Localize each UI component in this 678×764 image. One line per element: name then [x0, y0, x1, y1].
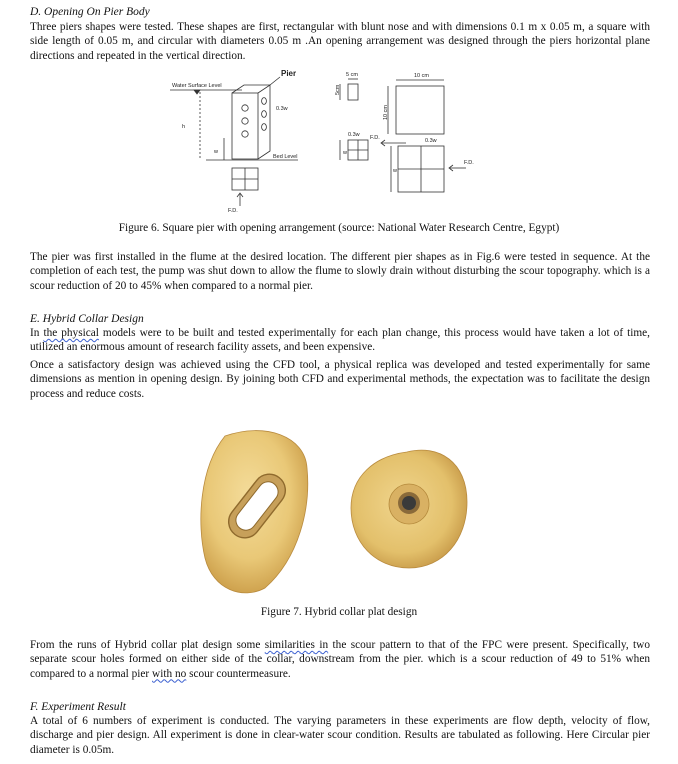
section-f-paragraph: A total of 6 numbers of experiment is conducted. The varying parameters in these experiments are flow depth, velocity of flow, discharge and pier design. All experiment is done in clear-water scour condition. Results are tabulated as following. Here Circular pier diameter is 0.05m.: [30, 715, 650, 756]
label-10cm-side: 10 cm: [383, 105, 389, 120]
opening-3: [242, 131, 248, 137]
pier-side-face: [258, 85, 270, 159]
label-pier: Pier: [281, 69, 297, 78]
section-e-heading: E. Hybrid Collar Design: [30, 313, 144, 325]
collar-results-paragraph: From the runs of Hybrid collar plat design some similarities in the scour pattern to that of the FPC were present. Specifically, two separate scour holes formed on either side of the collar, downstream from the pier. which is a scour reduction of 49 to 51% when compared to a normal pier with no scour countermeasure.: [30, 639, 650, 680]
label-5cm-top: 5 cm: [346, 72, 358, 78]
figure-7-caption: Figure 7. Hybrid collar plat design: [260, 606, 418, 618]
pier-installation-paragraph: The pier was first installed in the flume at the desired location. The different pier shapes as in Fig.6 were tested in sequence. At the completion of each test, the pump was shut down to allow the flume to slowly drain without disturbing the scour topography. which is a scour reduction of 20 to 45% when compared to a normal pier.: [30, 251, 650, 292]
side-opening-2: [262, 111, 267, 118]
collar-right-hole: [402, 496, 416, 510]
label-ratio-left: 0.3w: [276, 106, 288, 112]
label-ratio-right: 0.3w: [425, 138, 437, 144]
section-f-heading: F. Experiment Result: [30, 701, 126, 713]
pier-front-face: [232, 93, 258, 159]
pier-leader: [270, 77, 280, 85]
side-opening-3: [262, 124, 267, 131]
section-d-paragraph: Three piers shapes were tested. These shapes are first, rectangular with blunt nose and with dimensions 0.1 m x 0.05 m, a square with side length of 0.05 m, and circular with diameters 0.05 m .An opening arrangement was designed through the piers horizontal plane directions and repeated in the vertical direction.: [30, 21, 650, 62]
label-fd-mid: F.D.: [370, 135, 380, 141]
label-h: h: [182, 124, 186, 130]
label-fd-right: F.D.: [464, 160, 474, 166]
plan-square-small: [348, 84, 358, 100]
opening-1: [242, 105, 248, 111]
label-water-surface: Water Surface Level: [172, 83, 222, 89]
label-w-right: w: [393, 168, 397, 174]
side-opening-1: [262, 98, 267, 105]
section-d-heading: D. Opening On Pier Body: [30, 6, 150, 18]
label-fd-left: F.D.: [228, 208, 238, 214]
label-bed-level: Bed Level: [273, 154, 298, 160]
label-5cm-side: 5cm: [335, 84, 341, 95]
section-e-paragraph-1: In the physical models were to be built and tested experimentally for each plan change, this process would have taken a lot of time, utilized an enormous amount of research facility assets, and been expensive.: [30, 327, 650, 354]
section-e-paragraph-2: Once a satisfactory design was achieved using the CFD tool, a physical replica was developed and tested experimentally for same dimensions as mention in opening design. By joining both CFD and experimental methods, the expectation was to facilitate the design process and reduce costs.: [30, 359, 650, 400]
label-ratio-mid: 0.3w: [348, 132, 360, 138]
opening-2: [242, 118, 248, 124]
figure-6-caption: Figure 6. Square pier with opening arrangement (source: National Water Research Centre, Egypt): [118, 222, 560, 234]
figure-6-diagram: [170, 68, 500, 218]
figure-7-photo: [195, 428, 485, 600]
label-w-mid: w: [343, 150, 347, 156]
label-10cm-top: 10 cm: [414, 73, 429, 79]
label-w: w: [214, 149, 218, 155]
water-surface-marker: [194, 90, 200, 94]
plan-rect-large: [396, 86, 444, 134]
